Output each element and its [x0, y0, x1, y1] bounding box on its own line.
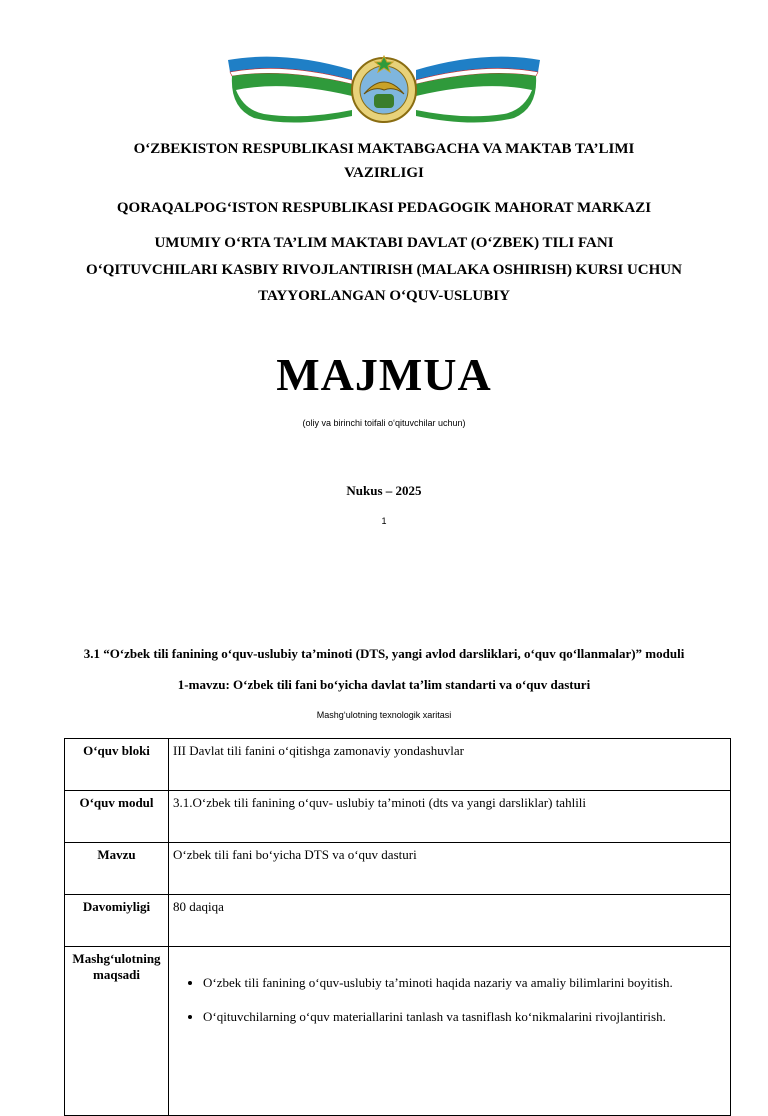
- row-key: Mavzu: [65, 843, 169, 895]
- module-heading: 3.1 “O‘zbek tili fanining o‘quv-uslubiy ta’minoti (DTS, yangi avlod darsliklari, o‘quv qo‘llanmalar)” moduli: [83, 646, 685, 661]
- row-key: O‘quv modul: [65, 791, 169, 843]
- document-subtitle: (oliy va birinchi toifali o‘qituvchilar uchun): [302, 418, 466, 428]
- list-item: • O‘zbek tili fanining o‘quv-uslubiy ta’minoti haqida nazariy va amaliy bilimlarini boyitish.: [203, 975, 726, 991]
- goals-list: [173, 975, 726, 1025]
- table-row: [65, 843, 731, 895]
- table-row: [65, 791, 731, 843]
- ministry-line-1: O‘ZBEKISTON RESPUBLIKASI MAKTABGACHA VA MAKTAB TA’LIMI: [133, 141, 635, 157]
- row-value: 3.1.O‘zbek tili fanining o‘quv- uslubiy ta’minoti (dts va yangi darsliklar) tahlili: [169, 791, 731, 843]
- course-line-2: O‘QITUVCHILARI KASBIY RIVOJLANTIRISH (MALAKA OSHIRISH) KURSI UCHUN: [86, 262, 682, 278]
- course-line-1: UMUMIY O‘RTA TA’LIM MAKTABI DAVLAT (O‘ZBEK) TILI FANI: [154, 235, 614, 251]
- table-row: [65, 947, 731, 1116]
- map-caption: Mashg‘ulotning texnologik xaritasi: [316, 710, 452, 720]
- goals-cell: [169, 947, 731, 1116]
- ministry-line-2: VAZIRLIGI: [344, 165, 424, 181]
- row-key: Mashg‘ulotning maqsadi: [65, 947, 169, 1116]
- document-title: MAJMUA: [276, 349, 492, 400]
- row-key: Davomiyligi: [65, 895, 169, 947]
- row-value: O‘zbek tili fani bo‘yicha DTS va o‘quv dasturi: [169, 843, 731, 895]
- list-item: • O‘qituvchilarning o‘quv materiallarini tanlash va tasniflash ko‘nikmalarini rivojlantirish.: [203, 1009, 726, 1025]
- row-key: O‘quv bloki: [65, 739, 169, 791]
- table-row: [65, 895, 731, 947]
- row-value: 80 daqiqa: [169, 895, 731, 947]
- topic-heading: 1-mavzu: O‘zbek tili fani bo‘yicha davlat ta’lim standarti va o‘quv dasturi: [177, 677, 591, 692]
- page-number: 1: [381, 516, 387, 526]
- course-line-3: TAYYORLANGAN O‘QUV-USLUBIY: [258, 288, 510, 304]
- row-value: III Davlat tili fanini o‘qitishga zamonaviy yondashuvlar: [169, 739, 731, 791]
- table-row: [65, 739, 731, 791]
- technology-map-table: [64, 738, 731, 1116]
- center-name: QORAQALPOG‘ISTON RESPUBLIKASI PEDAGOGIK MAHORAT MARKAZI: [116, 200, 652, 216]
- place-year: Nukus – 2025: [346, 483, 422, 498]
- state-emblem: [224, 50, 544, 128]
